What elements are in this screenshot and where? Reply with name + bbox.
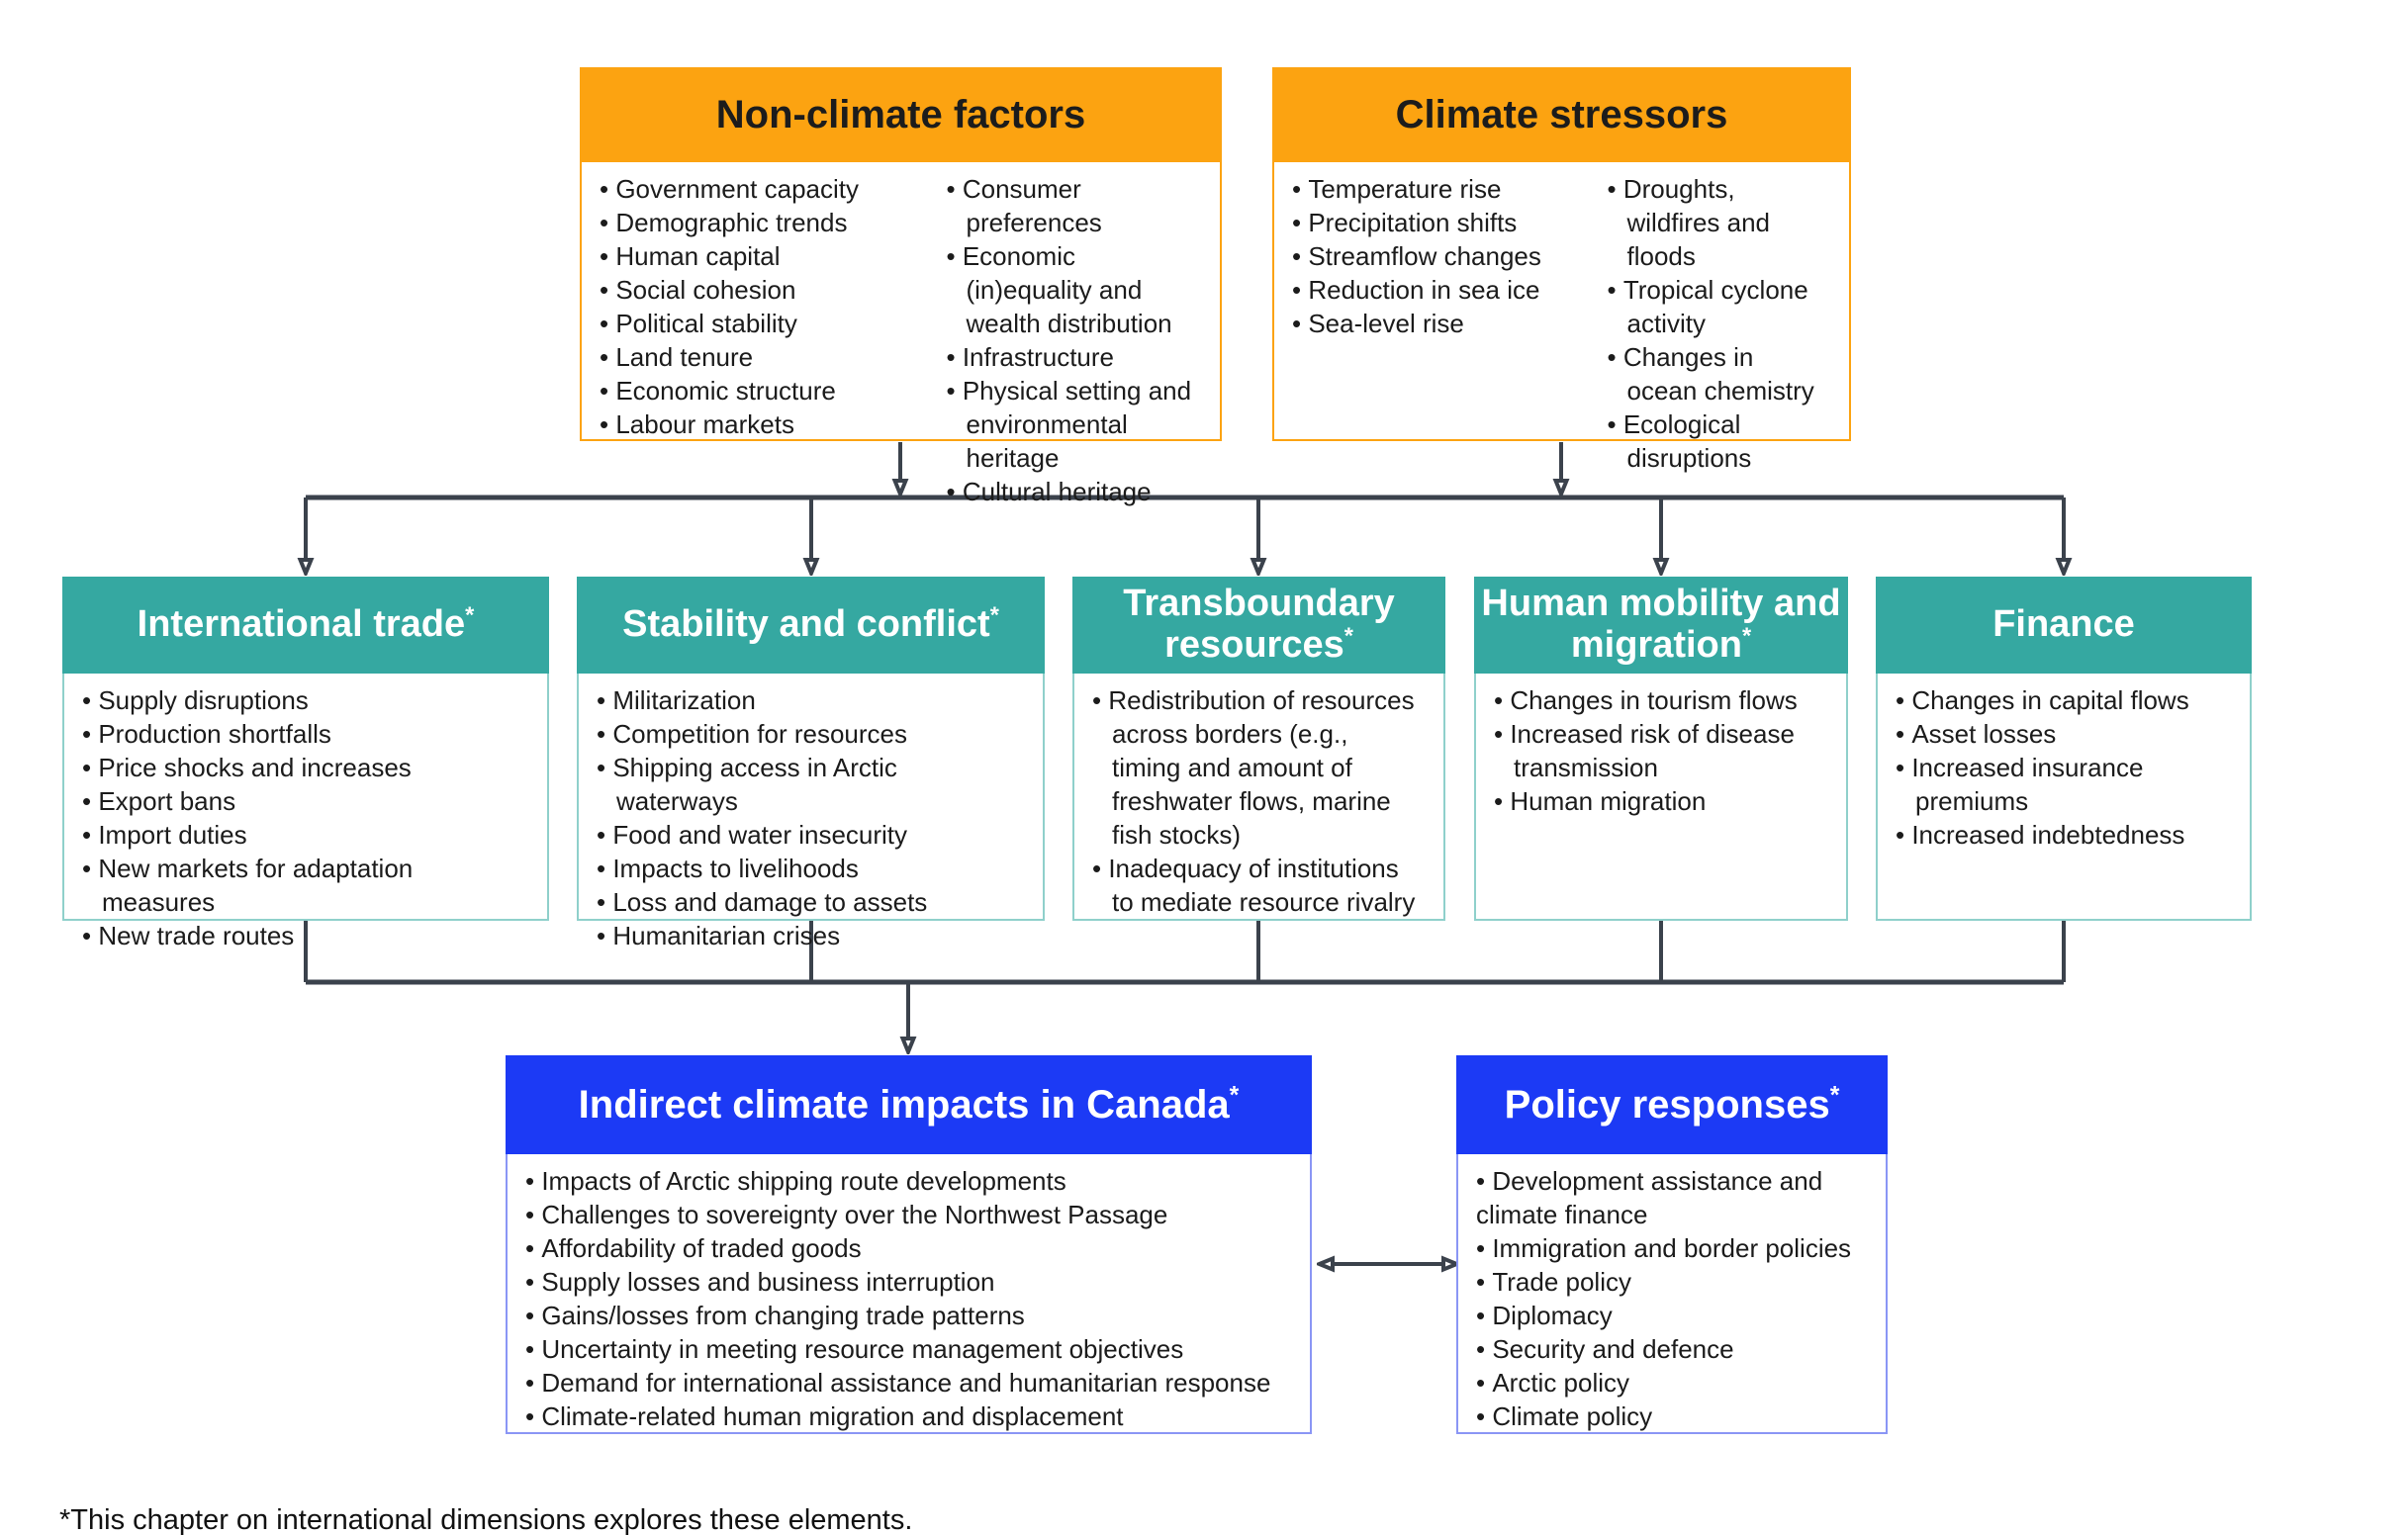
- box-title: Finance: [1992, 603, 2135, 646]
- list-item: • Land tenure: [600, 340, 919, 374]
- list-item: • Import duties: [82, 818, 523, 852]
- climate-stressors-header: [1272, 67, 1851, 162]
- international-trade-header: [62, 577, 549, 674]
- international-trade-body: [62, 674, 549, 950]
- footnote: *This chapter on international dimensions explores these elements.: [59, 1504, 913, 1535]
- box-title: Climate stressors: [1395, 93, 1728, 136]
- box-international-trade: [62, 577, 549, 950]
- list-item: • Increased insurance premiums: [1896, 751, 2226, 818]
- finance-body: [1876, 674, 2252, 921]
- list-item: • Reduction in sea ice: [1292, 273, 1580, 307]
- bullet-list: [1878, 674, 2250, 852]
- list-item: • Government capacity: [600, 172, 919, 206]
- list-item: • Trade policy: [1476, 1265, 1862, 1299]
- stability-and-conflict-header: [577, 577, 1045, 674]
- list-item: • Security and defence: [1476, 1332, 1862, 1366]
- box-climate-stressors: [1272, 67, 1851, 473]
- box-stability-and-conflict: [577, 577, 1045, 950]
- stability-and-conflict-body: [577, 674, 1045, 950]
- list-item: • Supply disruptions: [82, 683, 523, 717]
- list-item: • Streamflow changes: [1292, 239, 1580, 273]
- bullet-list: [1458, 1154, 1886, 1433]
- list-item: • New trade routes: [82, 919, 523, 952]
- list-item: • New markets for adaptation measures: [82, 852, 523, 919]
- list-item: • Asset losses: [1896, 717, 2226, 751]
- policy-responses-body: [1456, 1154, 1888, 1434]
- list-item: • Uncertainty in meeting resource management objectives: [525, 1332, 1286, 1366]
- list-item: • Arctic policy: [1476, 1366, 1862, 1400]
- list-item: • Challenges to sovereignty over the Northwest Passage: [525, 1198, 1286, 1231]
- list-item: • Demographic trends: [600, 206, 919, 239]
- box-policy-responses: [1456, 1055, 1888, 1434]
- transboundary-resources-header: [1072, 577, 1445, 674]
- bullet-list: [64, 674, 547, 952]
- bullet-list: [943, 162, 1221, 506]
- list-item: • Food and water insecurity: [597, 818, 1019, 852]
- policy-responses-header: [1456, 1055, 1888, 1154]
- non-climate-factors-body: [580, 162, 1222, 506]
- bullet-list: [1274, 162, 1604, 439]
- list-item: • Consumer preferences: [947, 172, 1197, 239]
- box-title: Transboundary resources*: [1123, 583, 1395, 666]
- indirect-impacts-header: [506, 1055, 1312, 1154]
- box-title: Policy responses*: [1504, 1082, 1840, 1127]
- list-item: • Inadequacy of institutions to mediate resource rivalry: [1092, 852, 1420, 919]
- list-item: • Ecological disruptions: [1608, 407, 1826, 475]
- box-transboundary-resources: [1072, 577, 1445, 921]
- list-item: • Development assistance and climate finance: [1476, 1164, 1862, 1231]
- bullet-list: [1604, 162, 1850, 473]
- list-item: • Climate-related human migration and displacement: [525, 1400, 1286, 1433]
- bullet-list: [582, 162, 943, 439]
- transboundary-resources-body: [1072, 674, 1445, 921]
- list-item: • Climate policy: [1476, 1400, 1862, 1433]
- list-item: • Political stability: [600, 307, 919, 340]
- human-mobility-body: [1474, 674, 1848, 921]
- list-item: • Shipping access in Arctic waterways: [597, 751, 1019, 818]
- box-non-climate-factors: [580, 67, 1222, 506]
- finance-header: [1876, 577, 2252, 674]
- list-item: • Impacts of Arctic shipping route developments: [525, 1164, 1286, 1198]
- list-item: • Increased indebtedness: [1896, 818, 2226, 852]
- bullet-list: [508, 1154, 1310, 1433]
- list-item: • Changes in tourism flows: [1494, 683, 1822, 717]
- list-item: • Droughts, wildfires and floods: [1608, 172, 1826, 273]
- list-item: • Loss and damage to assets: [597, 885, 1019, 919]
- list-item: • Economic (in)equality and wealth distribution: [947, 239, 1197, 340]
- climate-stressors-body: [1272, 162, 1851, 473]
- bullet-list: [1476, 674, 1846, 818]
- list-item: • Affordability of traded goods: [525, 1231, 1286, 1265]
- list-item: • Increased risk of disease transmission: [1494, 717, 1822, 784]
- box-title: Stability and conflict*: [622, 601, 999, 646]
- non-climate-factors-header: [580, 67, 1222, 162]
- list-item: • Supply losses and business interruption: [525, 1265, 1286, 1299]
- indirect-impacts-body: [506, 1154, 1312, 1434]
- list-item: • Human capital: [600, 239, 919, 273]
- list-item: • Infrastructure: [947, 340, 1197, 374]
- list-item: • Militarization: [597, 683, 1019, 717]
- list-item: • Immigration and border policies: [1476, 1231, 1862, 1265]
- bullet-list: [1074, 674, 1443, 919]
- list-item: • Tropical cyclone activity: [1608, 273, 1826, 340]
- list-item: • Price shocks and increases: [82, 751, 523, 784]
- list-item: • Social cohesion: [600, 273, 919, 307]
- list-item: • Human migration: [1494, 784, 1822, 818]
- list-item: • Demand for international assistance and humanitarian response: [525, 1366, 1286, 1400]
- bullet-list: [579, 674, 1043, 952]
- box-human-mobility-and-migration: [1474, 577, 1848, 921]
- list-item: • Production shortfalls: [82, 717, 523, 751]
- list-item: • Precipitation shifts: [1292, 206, 1580, 239]
- box-title: Human mobility and migration*: [1481, 583, 1841, 666]
- list-item: • Redistribution of resources across borders (e.g., timing and amount of freshwater flows, marine fish stocks): [1092, 683, 1420, 852]
- list-item: • Humanitarian crises: [597, 919, 1019, 952]
- box-title: International trade*: [137, 601, 475, 646]
- list-item: • Competition for resources: [597, 717, 1019, 751]
- list-item: • Physical setting and environmental heritage: [947, 374, 1197, 475]
- box-title: Non-climate factors: [715, 93, 1086, 136]
- box-title: Indirect climate impacts in Canada*: [578, 1082, 1240, 1127]
- box-finance: [1876, 577, 2252, 921]
- list-item: • Diplomacy: [1476, 1299, 1862, 1332]
- list-item: • Economic structure: [600, 374, 919, 407]
- list-item: • Temperature rise: [1292, 172, 1580, 206]
- list-item: • Changes in ocean chemistry: [1608, 340, 1826, 407]
- list-item: • Gains/losses from changing trade patterns: [525, 1299, 1286, 1332]
- human-mobility-header: [1474, 577, 1848, 674]
- list-item: • Sea-level rise: [1292, 307, 1580, 340]
- list-item: • Impacts to livelihoods: [597, 852, 1019, 885]
- box-indirect-climate-impacts: [506, 1055, 1312, 1434]
- list-item: • Cultural heritage: [947, 475, 1197, 508]
- list-item: • Changes in capital flows: [1896, 683, 2226, 717]
- list-item: • Labour markets: [600, 407, 919, 441]
- list-item: • Export bans: [82, 784, 523, 818]
